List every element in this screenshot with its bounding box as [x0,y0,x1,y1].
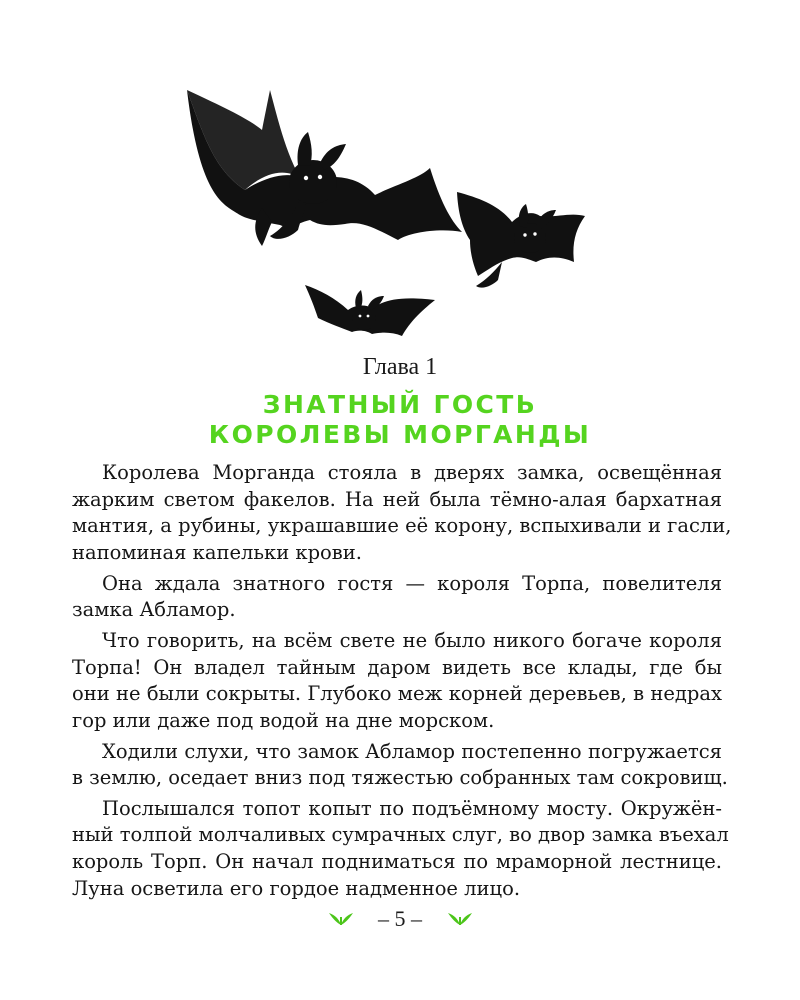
bat-medium [457,192,585,288]
paragraph [72,460,732,566]
text-line: Торпа! Он владел тайным даром видеть все клады, где бы [72,655,722,679]
chapter-title-line: ЗНАТНЫЙ ГОСТЬ [262,390,538,419]
text-line: жарким светом факелов. На ней была тёмно-алая бархатная [72,487,722,511]
text-line: король Торп. Он начал подниматься по мраморной лестнице. [72,850,722,874]
paragraph [72,796,729,902]
text-line: гор или даже под водой на дне морском. [72,708,495,732]
text-line: Королева Морганда стояла в дверях замка, освещённая [102,461,722,484]
chapter-label: Глава 1 [362,354,438,380]
page-number-footer [0,904,800,932]
text-line: Луна осветила его гордое надменное лицо. [72,876,521,900]
text-line: мантия, а рубины, украшавшие её корону, вспыхивали и гасли, [72,514,732,538]
text-line: Она ждала знатного гостя — короля Торпа, повелителя [102,571,722,595]
paragraph [72,628,722,734]
page-number: – 5 – [378,905,422,931]
bat-large [187,90,462,246]
text-line: Послышался топот копыт по подъёмному мосту. Окружён- [102,796,722,820]
paragraph [72,571,722,624]
text-line: Что говорить, на всём свете не было никого богаче короля [102,628,722,652]
chapter-title-line: КОРОЛЕВЫ МОРГАНДЫ [208,420,592,449]
text-line: ный толпой молчаливых сумрачных слуг, во двор замка въехал [72,823,729,847]
bat-small [305,285,435,336]
leaf-ornament-left-icon [325,909,369,929]
text-line: в землю, оседает вниз под тяжестью собранных там сокровищ. [72,766,728,790]
leaf-ornament-right-icon [432,909,476,929]
text-line: замка Абламор. [72,598,236,622]
text-line: Ходили слухи, что замок Абламор постепенно погружается [102,739,722,763]
text-line: они не были сокрыты. Глубоко меж корней деревьев, в недрах [72,682,722,706]
bats-illustration [0,0,800,350]
paragraph [72,739,728,792]
chapter-title [0,390,800,450]
body-text [72,460,732,906]
text-line: напоминая капельки крови. [72,540,362,564]
